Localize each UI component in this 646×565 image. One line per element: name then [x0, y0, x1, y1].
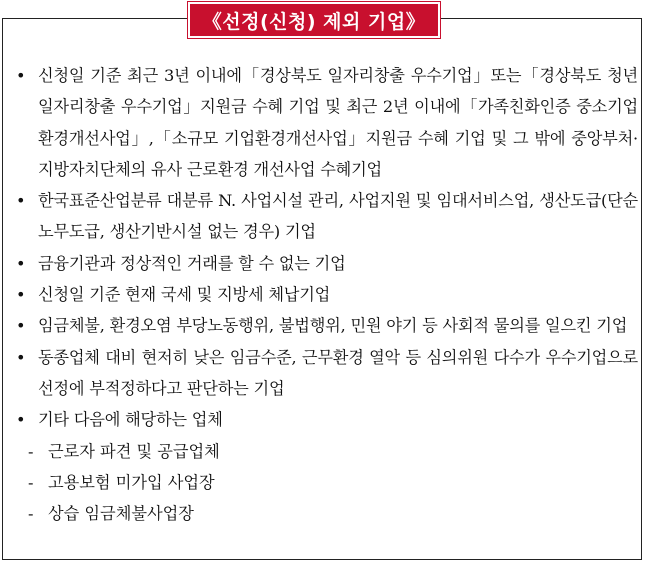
- sub-list-item-text: 상습 임금체불사업장: [48, 504, 194, 524]
- exclusion-list: [14, 60, 638, 529]
- list-item-text: 기타 다음에 해당하는 업체: [38, 410, 223, 430]
- list-item: [14, 248, 638, 279]
- list-item-text: 신청일 기준 최근 3년 이내에「경상북도 일자리창출 우수기업」또는「경상북도 청년일자리창출 우수기업」지원금 수혜 기업 및 최근 2년 이내에「가족친화인증 중소기업 환경개선사업」,「소규모 기업환경개선사업」지원금 수혜 기업 및 그 밖에 중앙부처·지방자치단체의 유사 근로환경 개선사업 수혜기업: [38, 66, 638, 179]
- dash-icon: -: [28, 472, 34, 492]
- list-item-text: 신청일 기준 현재 국세 및 지방세 체납기업: [38, 285, 331, 305]
- bullet-icon: •: [16, 253, 26, 273]
- sub-list-item: [14, 498, 638, 529]
- bullet-icon: •: [16, 347, 26, 367]
- bullet-icon: •: [16, 66, 26, 85]
- list-item: [14, 185, 638, 248]
- bullet-icon: •: [16, 285, 26, 305]
- list-item: [14, 279, 638, 310]
- bullet-icon: •: [16, 316, 26, 336]
- list-item: [14, 310, 638, 341]
- list-item: [14, 342, 638, 405]
- bullet-icon: •: [16, 410, 26, 430]
- dash-icon: -: [28, 441, 34, 461]
- list-item-text: 한국표준산업분류 대분류 N. 사업시설 관리, 사업지원 및 임대서비스업, 생산도급(단순노무도급, 생산기반시설 없는 경우) 기업: [38, 191, 638, 242]
- sub-list-item: [14, 436, 638, 467]
- list-item: [14, 404, 638, 435]
- dash-icon: -: [28, 504, 34, 524]
- section-title: [188, 2, 440, 38]
- sub-list-item-text: 고용보험 미가입 사업장: [48, 472, 215, 492]
- list-item-text: 금융기관과 정상적인 거래를 할 수 없는 기업: [38, 253, 346, 273]
- list-item-text: 임금체불, 환경오염 부당노동행위, 불법행위, 민원 야기 등 사회적 물의를 일으킨 기업: [38, 316, 628, 336]
- section-title-text: 《선정(신청) 제외 기업》: [202, 10, 426, 33]
- sub-list-item: [14, 467, 638, 498]
- list-item: [14, 60, 638, 185]
- bullet-icon: •: [16, 191, 26, 211]
- sub-list-item-text: 근로자 파견 및 공급업체: [48, 441, 220, 461]
- list-item-text: 동종업체 대비 현저히 낮은 임금수준, 근무환경 열악 등 심의위원 다수가 우수기업으로 선정에 부적정하다고 판단하는 기업: [38, 347, 638, 398]
